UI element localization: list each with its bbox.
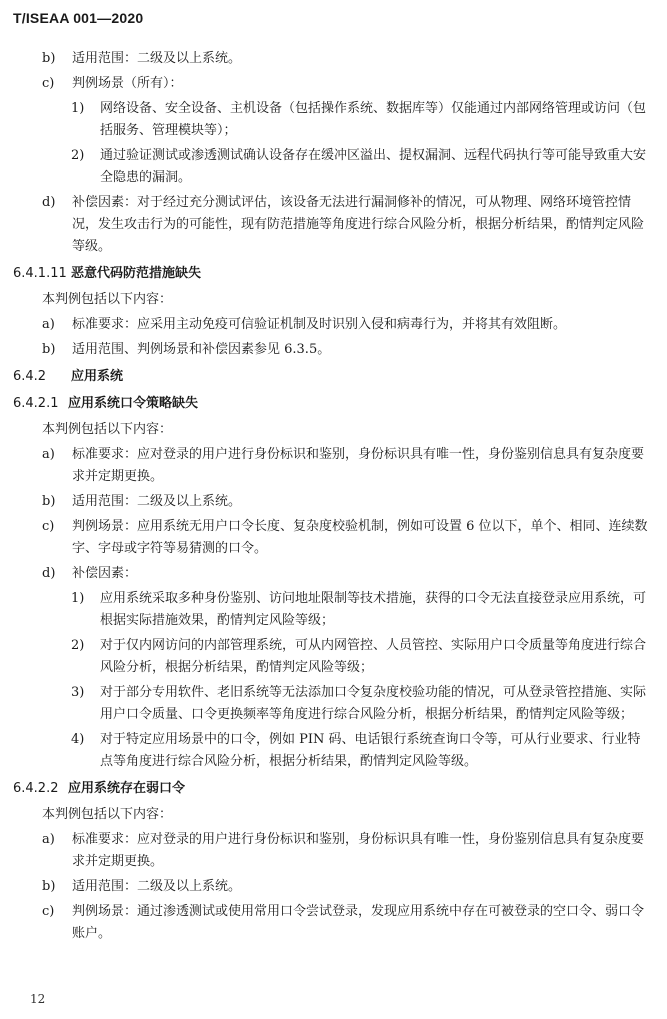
list-text: 对于仅内网访问的内部管理系统，可从内网管控、人员管控、实际用户口令质量等角度进行综合风险分析，根据分析结果，酌情判定风险等级； xyxy=(100,638,647,675)
list-marker: 2) xyxy=(71,638,85,653)
list-text: 通过验证测试或渗透测试确认设备存在缓冲区溢出、提权漏洞、远程代码执行等可能导致重大安全隐患的漏洞。 xyxy=(100,148,647,185)
sub-list-item-4 xyxy=(71,729,653,773)
section-heading-6-4-2 xyxy=(13,366,667,388)
section-title: 恶意代码防范措施缺失 xyxy=(71,266,202,281)
section-heading-6-4-1-11 xyxy=(13,263,667,285)
list-marker: b) xyxy=(42,494,56,509)
list-item-b-scope xyxy=(42,491,653,513)
list-marker: c) xyxy=(42,519,55,534)
list-marker: 4) xyxy=(71,732,85,747)
list-text: 网络设备、安全设备、主机设备（包括操作系统、数据库等）仅能通过内部网络管理或访问（包括服务、管理模块等）； xyxy=(100,101,647,138)
list-item-c-scenario xyxy=(42,901,653,945)
list-text: 适用范围：二级及以上系统。 xyxy=(72,494,242,509)
intro-paragraph: 本判例包括以下内容： xyxy=(42,422,173,437)
list-marker: b) xyxy=(42,51,56,66)
list-text: 标准要求：应采用主动免疫可信验证机制及时识别入侵和病毒行为，并将其有效阻断。 xyxy=(72,317,567,332)
document-header-id: T/ISEAA 001—2020 xyxy=(13,10,144,26)
sub-list-item-2 xyxy=(71,145,653,189)
list-text: 标准要求：应对登录的用户进行身份标识和鉴别，身份标识具有唯一性，身份鉴别信息具有复杂度要求并定期更换。 xyxy=(72,447,645,484)
list-text: 补偿因素： xyxy=(72,566,138,581)
sub-list-item-1 xyxy=(71,588,653,632)
list-text: 判例场景：应用系统无用户口令长度、复杂度校验机制，例如可设置 6 位以下，单个、相同、连续数字、字母或字符等易猜测的口令。 xyxy=(72,519,648,556)
section-number: 6.4.1.11 xyxy=(13,266,67,281)
list-item-b-scope xyxy=(42,48,653,70)
list-marker: 1) xyxy=(71,591,85,606)
list-text: 判例场景（所有）： xyxy=(72,76,183,91)
list-marker: a) xyxy=(42,317,55,332)
section-number: 6.4.2.1 xyxy=(13,396,59,411)
list-text: 对于部分专用软件、老旧系统等无法添加口令复杂度校验功能的情况，可从登录管控措施、实际用户口令质量、口令更换频率等角度进行综合风险分析，根据分析结果，酌情判定风险等级； xyxy=(100,685,647,722)
list-marker: c) xyxy=(42,904,55,919)
list-item-a-requirement xyxy=(42,444,653,488)
list-marker: d) xyxy=(42,566,56,581)
intro-paragraph: 本判例包括以下内容： xyxy=(42,292,173,307)
list-item-d-compensation xyxy=(42,563,653,585)
list-text: 判例场景：通过渗透测试或使用常用口令尝试登录，发现应用系统中存在可被登录的空口令、弱口令账户。 xyxy=(72,904,645,941)
section-number: 6.4.2 xyxy=(13,369,47,384)
list-item-a-requirement xyxy=(42,829,653,873)
sub-list-item-1 xyxy=(71,98,653,142)
intro-paragraph: 本判例包括以下内容： xyxy=(42,807,173,822)
list-text: 应用系统采取多种身份鉴别、访问地址限制等技术措施，获得的口令无法直接登录应用系统，可根据实际措施效果，酌情判定风险等级； xyxy=(100,591,647,628)
list-marker: 2) xyxy=(71,148,85,163)
list-item-d-compensation xyxy=(42,192,653,258)
list-marker: c) xyxy=(42,76,55,91)
list-item-b-scope xyxy=(42,876,653,898)
list-text: 适用范围：二级及以上系统。 xyxy=(72,51,242,66)
list-text: 补偿因素：对于经过充分测试评估，该设备无法进行漏洞修补的情况，可从物理、网络环境管控情况，发生攻击行为的可能性，现有防范措施等角度进行综合风险分析，根据分析结果，酌情判定风险等级。 xyxy=(72,195,645,254)
page-number: 12 xyxy=(30,992,46,1006)
sub-list-item-2 xyxy=(71,635,653,679)
list-text: 对于特定应用场景中的口令，例如 PIN 码、电话银行系统查询口令等，可从行业要求、行业特点等角度进行综合风险分析，根据分析结果，酌情判定风险等级。 xyxy=(100,732,641,769)
section-title: 应用系统 xyxy=(71,369,124,384)
list-item-c-scenario xyxy=(42,73,653,95)
list-marker: d) xyxy=(42,195,56,210)
list-text: 适用范围：二级及以上系统。 xyxy=(72,879,242,894)
sub-list-item-3 xyxy=(71,682,653,726)
list-marker: a) xyxy=(42,447,55,462)
section-title: 应用系统口令策略缺失 xyxy=(68,396,199,411)
section-number: 6.4.2.2 xyxy=(13,781,59,796)
list-marker: b) xyxy=(42,342,56,357)
section-title: 应用系统存在弱口令 xyxy=(68,781,186,796)
section-heading-6-4-2-2 xyxy=(13,778,667,800)
list-item-c-scenario xyxy=(42,516,653,560)
section-heading-6-4-2-1 xyxy=(13,393,667,415)
list-text: 适用范围、判例场景和补偿因素参见 6.3.5。 xyxy=(72,342,331,357)
list-marker: 3) xyxy=(71,685,85,700)
list-marker: b) xyxy=(42,879,56,894)
list-marker: a) xyxy=(42,832,55,847)
list-item-a-requirement xyxy=(42,314,653,336)
list-marker: 1) xyxy=(71,101,85,116)
list-text: 标准要求：应对登录的用户进行身份标识和鉴别，身份标识具有唯一性，身份鉴别信息具有复杂度要求并定期更换。 xyxy=(72,832,645,869)
document-body xyxy=(0,48,667,948)
list-item-b-scope xyxy=(42,339,653,361)
